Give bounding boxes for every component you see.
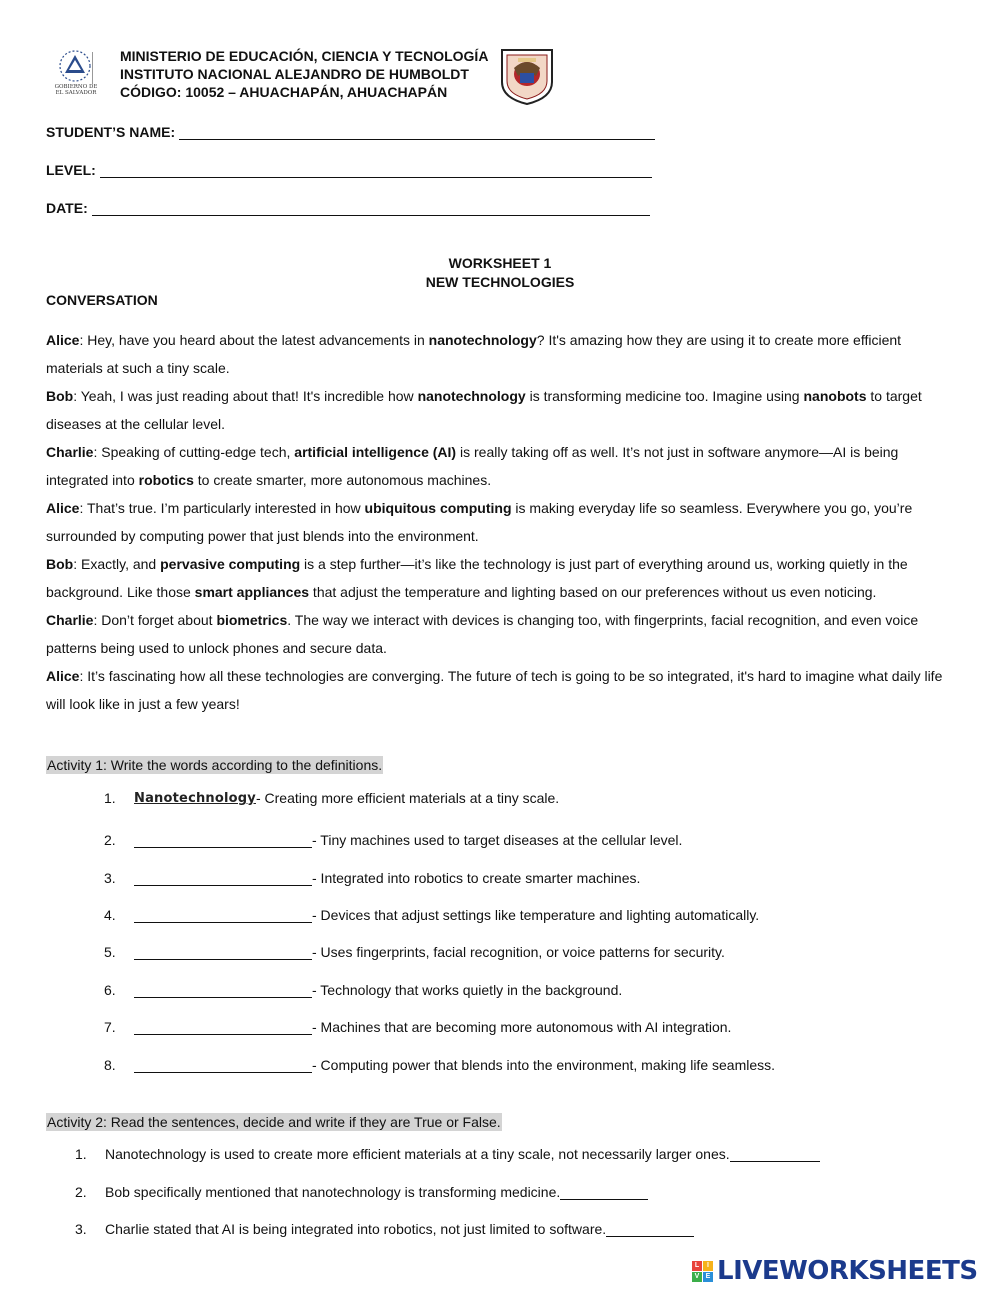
true-false-blank[interactable] (730, 1147, 820, 1162)
dialogue-line: Charlie: Don’t forget about biometrics. The way we interact with devices is changing too, with fingerprints, facial recognition, and even voice patterns being used to unlock phones and secure data. (46, 612, 919, 656)
government-logo (52, 46, 104, 106)
dialogue-line: Bob: Yeah, I was just reading about that! It's incredible how nanotechnology is transforming medicine too. Imagine using nanobots to target diseases at the cellular level. (46, 388, 922, 432)
answer-blank[interactable] (134, 833, 312, 848)
brand-badge-icon (692, 1261, 713, 1282)
answer-blank[interactable] (134, 871, 312, 886)
student-name-field[interactable] (46, 124, 655, 140)
example-answer: Nanotechnology (134, 791, 256, 806)
answer-blank[interactable] (134, 1020, 312, 1035)
activity1-heading: Activity 1: Write the words according to the definitions. (47, 757, 383, 773)
activity1-item-8: 8. - Computing power that blends into the environment, making life seamless. (104, 1057, 776, 1073)
answer-blank[interactable] (134, 983, 312, 998)
dialogue-line: Alice: That’s true. I’m particularly interested in how ubiquitous computing is making everyday life so seamless. Everywhere you go, you’re surrounded by computing power that just blends into the environment. (46, 500, 913, 544)
liveworksheets-logo (692, 1256, 978, 1286)
activity1-item-4: 4. - Devices that adjust settings like temperature and lighting automatically. (104, 907, 760, 923)
answer-blank[interactable] (134, 908, 312, 923)
dialogue-line: Alice: Hey, have you heard about the latest advancements in nanotechnology? It's amazing how they are using it to create more efficient materials at such a tiny scale. (46, 332, 902, 376)
badge-letter: I (703, 1261, 713, 1271)
institute-name: INSTITUTO NACIONAL ALEJANDRO DE HUMBOLDT (120, 66, 469, 82)
activity1-item-5: 5. - Uses fingerprints, facial recognition, or voice patterns for security. (104, 944, 725, 960)
true-false-blank[interactable] (606, 1222, 694, 1237)
level-line[interactable] (100, 163, 652, 178)
activity1-item-3: 3. - Integrated into robotics to create smarter machines. (104, 870, 641, 886)
true-false-blank[interactable] (560, 1185, 648, 1200)
activity1-item-1: 1. Nanotechnology - Creating more efficient materials at a tiny scale. (104, 790, 560, 806)
dialogue-line: Bob: Exactly, and pervasive computing is a step further—it’s like the technology is just part of everything around us, working quietly in the background. Like those smart appliances that adjust the temperature and lighting based on our preferences without us even noticing. (46, 556, 908, 600)
brand-name: LIVEWORKSHEETS (717, 1256, 978, 1286)
level-label: LEVEL: (46, 162, 96, 178)
date-label: DATE: (46, 200, 88, 216)
answer-blank[interactable] (134, 945, 312, 960)
activity1-item-2: 2. - Tiny machines used to target diseases at the cellular level. (104, 832, 683, 848)
dialogue-line: Alice: It’s fascinating how all these technologies are converging. The future of tech is going to be so integrated, it's hard to imagine what daily life will look like in just a few years! (46, 668, 943, 712)
dialogue-line: Charlie: Speaking of cutting-edge tech, artificial intelligence (AI) is really taking off as well. It’s not just in software anymore—AI is being integrated into robotics to create smarter, more autonomous machines. (46, 444, 899, 488)
conversation-text (46, 326, 956, 718)
worksheet-topic: NEW TECHNOLOGIES (425, 274, 575, 290)
date-line[interactable] (92, 201, 650, 216)
conversation-heading: CONVERSATION (46, 292, 158, 308)
activity2-heading: Activity 2: Read the sentences, decide and write if they are True or False. (47, 1114, 501, 1130)
date-field[interactable] (46, 200, 650, 216)
worksheet-number: WORKSHEET 1 (448, 255, 552, 271)
student-name-label: STUDENT’S NAME: (46, 124, 176, 140)
badge-letter: E (703, 1272, 713, 1282)
activity2-item-3: 3. Charlie stated that AI is being integrated into robotics, not just limited to software. (75, 1221, 694, 1237)
activity2-item-1: 1. Nanotechnology is used to create more efficient materials at a tiny scale, not necessarily larger ones. (75, 1146, 820, 1162)
institution-header (120, 47, 488, 101)
institute-code: CÓDIGO: 10052 – AHUACHAPÁN, AHUACHAPÁN (120, 84, 448, 100)
badge-letter: L (692, 1261, 702, 1271)
level-field[interactable] (46, 162, 652, 178)
school-crest-icon (498, 46, 556, 106)
activity1-item-6: 6. - Technology that works quietly in the background. (104, 982, 623, 998)
worksheet-title (0, 254, 1000, 292)
answer-blank[interactable] (134, 1058, 312, 1073)
badge-letter: V (692, 1272, 702, 1282)
activity2-item-2: 2. Bob specifically mentioned that nanotechnology is transforming medicine. (75, 1184, 648, 1200)
student-name-line[interactable] (179, 125, 655, 140)
logo-caption: GOBIERNO DE EL SALVADOR (54, 84, 98, 96)
ministry-name: MINISTERIO DE EDUCACIÓN, CIENCIA Y TECNOLOGÍA (120, 48, 489, 64)
activity1-item-7: 7. - Machines that are becoming more autonomous with AI integration. (104, 1019, 732, 1035)
